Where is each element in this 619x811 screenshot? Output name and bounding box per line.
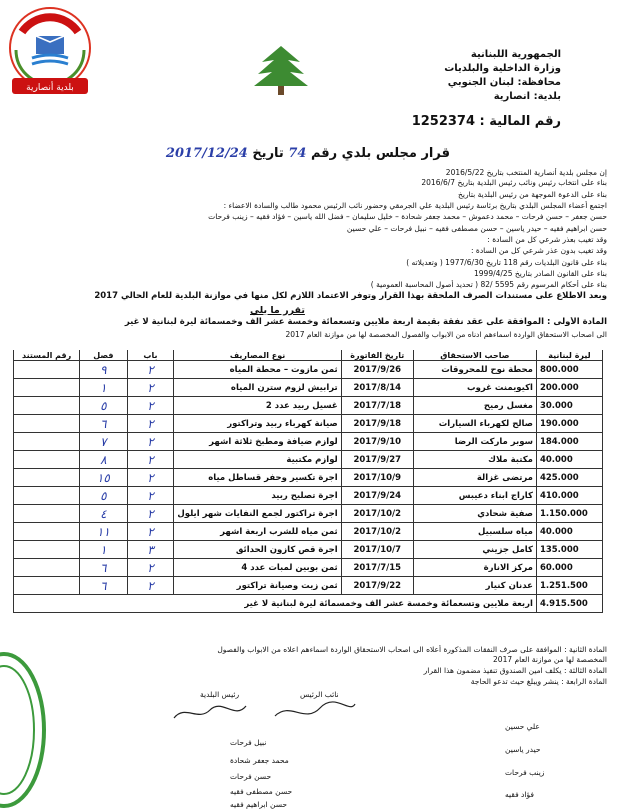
kind-cell: اجرة قص كازون الحدائق: [174, 541, 341, 559]
amount-cell: 800.000: [536, 361, 602, 379]
beneficiary-cell: كامل جزيني: [413, 541, 536, 559]
bab-cell: ٢: [127, 433, 174, 451]
fasl-cell: ٦: [80, 415, 127, 433]
vice-signature: [270, 696, 360, 726]
bab-cell: ٢: [127, 487, 174, 505]
table-row: [14, 451, 603, 469]
municipality-logo: [2, 2, 98, 98]
decision-title: [150, 146, 450, 161]
table-row: [14, 487, 603, 505]
kind-cell: لوازم مكتبية: [174, 451, 341, 469]
left-member-name: علي حسين: [505, 722, 540, 731]
fasl-cell: ٦: [80, 577, 127, 595]
total-row: [14, 595, 603, 613]
kind-cell: اجرة تراكتور لجمع النفايات شهر ايلول: [174, 505, 341, 523]
date-cell: 2017/10/2: [341, 505, 413, 523]
body-line: بناء على الدعوة الموجهة من رئيس البلدية بتاريخ: [458, 190, 607, 199]
beneficiary-cell: عدنان كنيار: [413, 577, 536, 595]
member-name: محمد جعفر شحادة: [230, 756, 289, 765]
table-row: [14, 523, 603, 541]
doc-cell: [14, 379, 80, 397]
logo-text: بلدية أنصارية: [26, 83, 74, 93]
table-header-row: [14, 350, 603, 361]
amount-cell: 135.000: [536, 541, 602, 559]
cedar-emblem: [252, 44, 310, 96]
bab-cell: ٢: [127, 559, 174, 577]
president-label: رئيس البلدية: [200, 690, 240, 699]
bab-cell: ٢: [127, 505, 174, 523]
doc-cell: [14, 415, 80, 433]
article-1-cont: الى اصحاب الاستحقاق الواردة اسماءهم ادناه من الابواب والفصول المخصصة لها من موازنة العام 2017: [285, 330, 607, 339]
table-row: [14, 361, 603, 379]
header-line: محافظة: لبنان الجنوبي: [447, 77, 561, 88]
doc-cell: [14, 559, 80, 577]
doc-cell: [14, 397, 80, 415]
financial-value: 1252374: [411, 114, 476, 129]
bab-cell: ٢: [127, 469, 174, 487]
table-row: [14, 433, 603, 451]
header-line: وزارة الداخلية والبلديات: [444, 63, 561, 74]
green-stamp: [0, 650, 48, 810]
col-header: رقم المستند: [14, 350, 80, 361]
beneficiary-cell: صفية شحادي: [413, 505, 536, 523]
bab-cell: ٣: [127, 541, 174, 559]
fasl-cell: ١١: [80, 523, 127, 541]
kind-cell: اجرة تصليح ربيد: [174, 487, 341, 505]
fasl-cell: ١: [80, 379, 127, 397]
article-4: المادة الرابعة : ينشر ويبلغ حيث تدعو الحاجة: [470, 677, 607, 686]
date-label: تاريخ: [252, 146, 284, 161]
left-member-name: فؤاد فقيه: [505, 790, 534, 799]
title-prefix: قرار مجلس بلدي رقم: [310, 146, 450, 161]
col-header: فصل: [80, 350, 127, 361]
doc-cell: [14, 469, 80, 487]
article-3: المادة الثالثة : يكلف امين الصندوق تنفيذ مضمون هذا القرار: [423, 666, 607, 675]
beneficiary-cell: مياه سلسبيل: [413, 523, 536, 541]
kind-cell: اجرة تكسير وحفر قساطل مياه: [174, 469, 341, 487]
kind-cell: ثمن مياه للشرب اربعة اشهر: [174, 523, 341, 541]
kind-cell: ثمن زيت وصيانة تراكتور: [174, 577, 341, 595]
amount-cell: 30.000: [536, 397, 602, 415]
fasl-cell: ٨: [80, 451, 127, 469]
left-member-name: زينب فرحات: [505, 768, 545, 777]
member-name: حسن فرحات: [230, 772, 272, 781]
header-block: [361, 48, 561, 104]
doc-cell: [14, 487, 80, 505]
amount-cell: 190.000: [536, 415, 602, 433]
body-line: بناء على انتخاب رئيس ونائب رئيس البلدية بتاريخ 2016/6/7: [421, 178, 607, 187]
body-line: بناء على قانون البلديات رقم 118 تاريخ 1977/6/30 ( وتعديلاته ): [406, 258, 607, 267]
beneficiary-cell: محطة نوح للمحروقات: [413, 361, 536, 379]
table-row: [14, 379, 603, 397]
body-line: وقد تغيب بدون عذر شرعي كل من السادة :: [470, 246, 607, 255]
beneficiary-cell: مغسل رميح: [413, 397, 536, 415]
table-row: [14, 469, 603, 487]
expenses-table: [13, 350, 603, 613]
body-line: حسن ابراهيم فقيه – حيدر ياسين – حسن مصطفى فقيه – نبيل فرحات – علي حسين: [346, 224, 607, 233]
fasl-cell: ٦: [80, 559, 127, 577]
member-name: حسن مصطفى فقيه: [230, 787, 293, 796]
fasl-cell: ٩: [80, 361, 127, 379]
table-row: [14, 541, 603, 559]
col-header: باب: [127, 350, 174, 361]
doc-cell: [14, 577, 80, 595]
doc-cell: [14, 361, 80, 379]
bab-cell: ٢: [127, 415, 174, 433]
member-name: حسن ابراهيم فقيه: [230, 800, 288, 809]
col-header: ليرة لبنانية: [536, 350, 602, 361]
beneficiary-cell: مرتضى غزالة: [413, 469, 536, 487]
date-cell: 2017/9/18: [341, 415, 413, 433]
date-cell: 2017/10/2: [341, 523, 413, 541]
body-line: اجتمع أعضاء المجلس البلدي بتاريخ برئاسة رئيس البلدية علي الجرمقي وحضور نائب الرئيس محمود طالب والسادة الاعضاء :: [223, 201, 607, 210]
kind-cell: ترابيش لزوم سترن المياه: [174, 379, 341, 397]
bab-cell: ٢: [127, 361, 174, 379]
bab-cell: ٢: [127, 397, 174, 415]
col-header: نوع المصاريف: [174, 350, 341, 361]
body-line: حسن جعفر – حسن فرحات – محمد دعموش – محمد جعفر شحادة – خليل سليمان – فضل الله ياسين – فؤاد فقيه – زينب فرحات: [208, 212, 607, 221]
body-line: إن مجلس بلدية أنصارية المنتخب بتاريخ 2016/5/22: [445, 168, 607, 177]
header-line: الجمهورية اللبنانية: [470, 49, 561, 60]
col-header: صاحب الاستحقاق: [413, 350, 536, 361]
financial-number: [412, 114, 561, 129]
amount-cell: 425.000: [536, 469, 602, 487]
amount-cell: 200.000: [536, 379, 602, 397]
kind-cell: ثمن بوبين لمبات عدد 4: [174, 559, 341, 577]
fasl-cell: ١: [80, 541, 127, 559]
article-2: المادة الثانية : الموافقة على صرف النفقات المذكورة أعلاه الى اصحاب الاستحقاق الواردة اسماءهم اعلاه من الابواب والفصول: [217, 645, 607, 654]
col-header: تاريخ الفاتورة: [341, 350, 413, 361]
table-row: [14, 559, 603, 577]
fasl-cell: ١٥: [80, 469, 127, 487]
date-cell: 2017/9/10: [341, 433, 413, 451]
date-cell: 2017/9/26: [341, 361, 413, 379]
doc-cell: [14, 541, 80, 559]
left-member-name: حيدر ياسين: [505, 745, 541, 754]
beneficiary-cell: صالح لكهرباء السيارات: [413, 415, 536, 433]
date-cell: 2017/9/22: [341, 577, 413, 595]
fasl-cell: ٥: [80, 397, 127, 415]
article-1: المادة الأولى : الموافقة على عقد نفقة بقيمة اربعة ملايين وتسعمائة وخمسة عشر الف وخمسمائة ليرة لبنانية لا غير: [124, 317, 607, 327]
beneficiary-cell: سوبر ماركت الرضا: [413, 433, 536, 451]
total-amount: 4.915.500: [536, 595, 602, 613]
date-cell: 2017/9/27: [341, 451, 413, 469]
decision-number: 74: [288, 146, 307, 161]
bab-cell: ٢: [127, 451, 174, 469]
doc-cell: [14, 505, 80, 523]
bab-cell: ٢: [127, 523, 174, 541]
beneficiary-cell: مركز الانارة: [413, 559, 536, 577]
amount-cell: 410.000: [536, 487, 602, 505]
date-cell: 2017/7/15: [341, 559, 413, 577]
beneficiary-cell: مكتبة ملاك: [413, 451, 536, 469]
vice-label: نائب الرئيس: [300, 690, 339, 699]
date-cell: 2017/10/9: [341, 469, 413, 487]
doc-cell: [14, 523, 80, 541]
decides-label: تقرر ما يلي: [250, 305, 305, 316]
kind-cell: لوازم ضيافة ومطبخ ثلاثة اشهر: [174, 433, 341, 451]
table-row: [14, 505, 603, 523]
table-row: [14, 397, 603, 415]
date-cell: 2017/7/18: [341, 397, 413, 415]
article-2-cont: المخصصة لها من موازنة العام 2017: [493, 655, 607, 664]
doc-cell: [14, 433, 80, 451]
amount-cell: 60.000: [536, 559, 602, 577]
body-line: وبعد الاطلاع على مستندات الصرف الملحقة بهذا القرار وتوفر الاعتماد اللازم لكل منها في موازنة البلدية للعام الحالي 2017: [94, 291, 607, 301]
kind-cell: غسيل ربيد عدد 2: [174, 397, 341, 415]
table-row: [14, 415, 603, 433]
fasl-cell: ٥: [80, 487, 127, 505]
amount-cell: 40.000: [536, 523, 602, 541]
fasl-cell: ٤: [80, 505, 127, 523]
body-line: بناء على أحكام المرسوم رقم 5595 /82 ( تحديد أصول المحاسبة العمومية ): [370, 280, 607, 289]
bab-cell: ٢: [127, 577, 174, 595]
decision-date: 2017/12/24: [165, 146, 248, 161]
header-line: بلدية: انصارية: [493, 91, 561, 102]
amount-cell: 40.000: [536, 451, 602, 469]
amount-cell: 184.000: [536, 433, 602, 451]
member-name: نبيل فرحات: [230, 738, 267, 747]
amount-cell: 1.251.500: [536, 577, 602, 595]
date-cell: 2017/8/14: [341, 379, 413, 397]
total-words: اربعة ملايين وتسعمائة وخمسة عشر الف وخمسمائة ليرة لبنانية لا غير: [14, 595, 537, 613]
body-line: بناء على القانون الصادر بتاريخ 1999/4/25: [474, 269, 607, 278]
kind-cell: ثمن مازوت – محطة المياه: [174, 361, 341, 379]
amount-cell: 1.150.000: [536, 505, 602, 523]
bab-cell: ٢: [127, 379, 174, 397]
table-row: [14, 577, 603, 595]
date-cell: 2017/10/7: [341, 541, 413, 559]
beneficiary-cell: كاراج ابناء دعيبس: [413, 487, 536, 505]
date-cell: 2017/9/24: [341, 487, 413, 505]
body-line: وقد تغيب بعذر شرعي كل من السادة :: [487, 235, 607, 244]
doc-cell: [14, 451, 80, 469]
kind-cell: صيانة كهرباء ربيد وتراكتور: [174, 415, 341, 433]
president-signature: [170, 700, 250, 726]
beneficiary-cell: اكيويمنت غروب: [413, 379, 536, 397]
financial-label: رقم المالية :: [479, 114, 561, 129]
fasl-cell: ٧: [80, 433, 127, 451]
